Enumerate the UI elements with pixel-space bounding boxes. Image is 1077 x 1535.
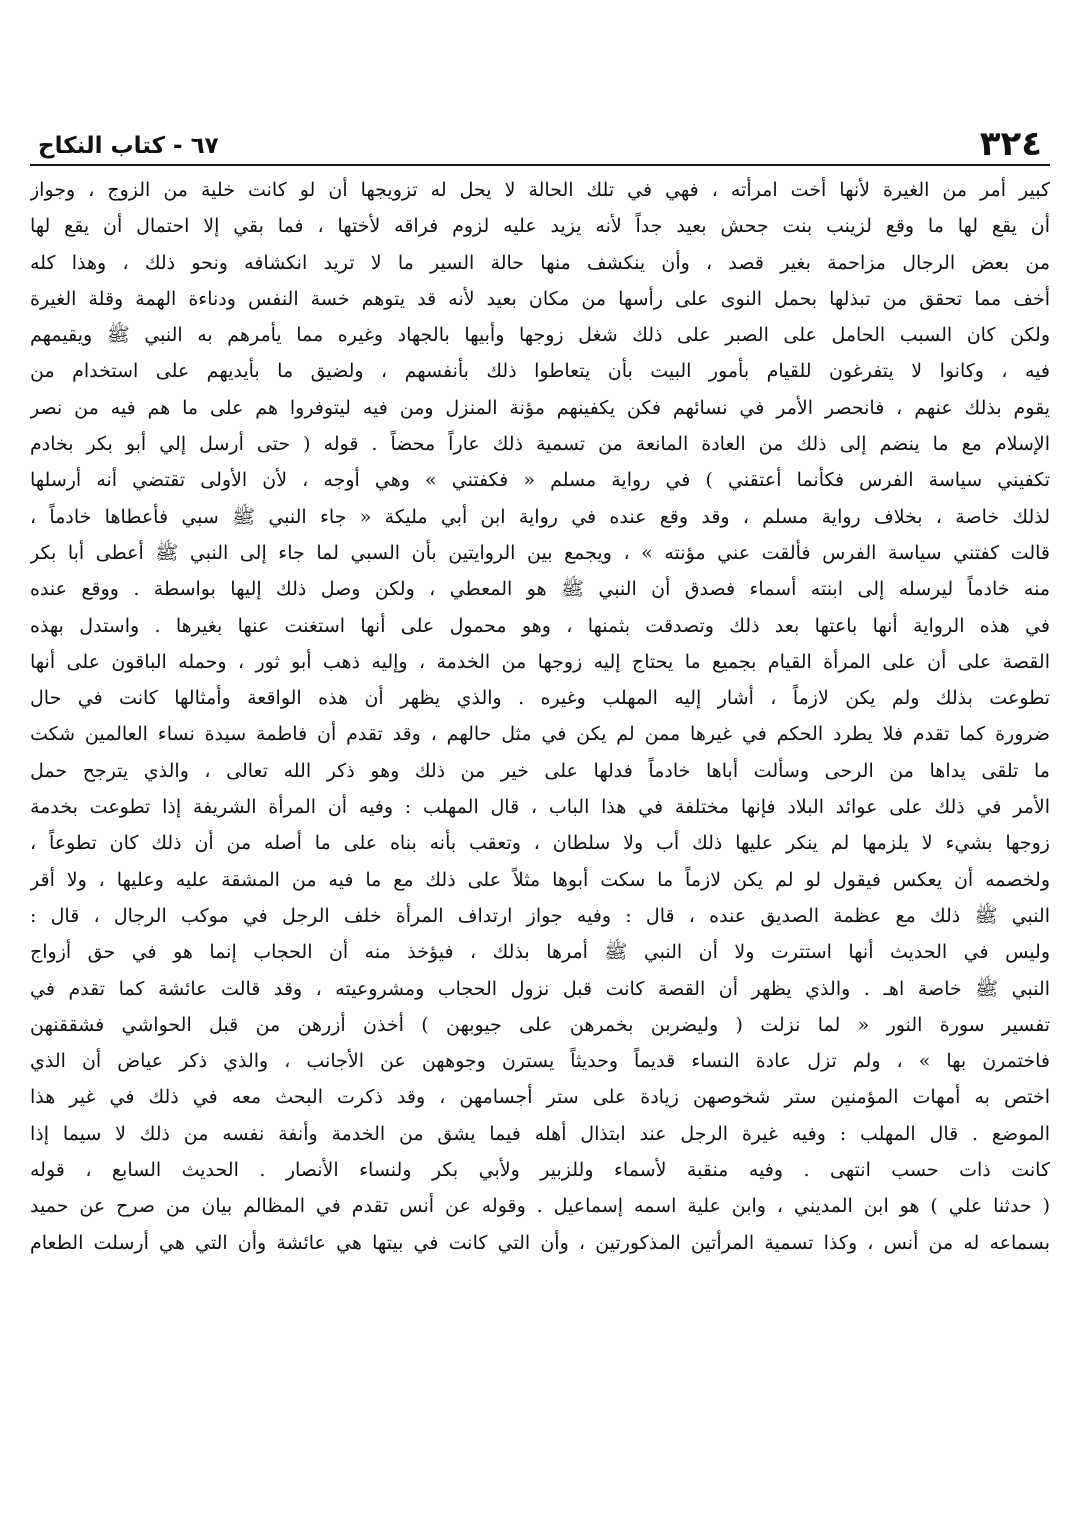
body-text [30, 172, 1050, 1261]
text-line: منه خادماً ليرسله إلى ابنته أسماء فصدق أن النبي ﷺ هو المعطي ، ولكن وصل ذلك إليها بواسطة . ووقع عنده [30, 578, 1050, 601]
book-page [30, 118, 1050, 1261]
text-line: ما تلقى يداها من الرحى وسألت أباها خادماً فدلها على خير من ذلك وهو ذكر الله تعالى ، والذي يترجح حمل [30, 759, 1050, 782]
text-line: كانت ذات حسب انتهى . وفيه منقبة لأسماء وللزبير ولأبي بكر ولنساء الأنصار . الحديث السابع ، قوله [30, 1159, 1050, 1182]
text-line: فاختمرن بها » ، ولم تزل عادة النساء قديماً وحديثاً يسترن وجوههن عن الأجانب ، والذي ذكر عياض أن الذي [30, 1050, 1050, 1073]
text-line: ( حدثنا علي ) هو ابن المديني ، وابن علية اسمه إسماعيل . وقوله عن أنس تقدم في المظالم بيان من صرح عن حميد [30, 1195, 1050, 1218]
text-line: تفسير سورة النور « لما نزلت ( وليضربن بخمرهن على جيوبهن ) أخذن أزرهن من قبل الحواشي فشققنهن [30, 1013, 1050, 1036]
text-line: أخف مما تحقق من تبذلها بحمل النوى على رأسها من مكان بعيد لأنه قد يتوهم خسة النفس ودناءة الهمة وقلة الغيرة [30, 287, 1050, 310]
text-line: قالت كفتني سياسة الفرس فألقت عني مؤنته » ، ويجمع بين الروايتين بأن السبي لما جاء إلى النبي ﷺ أعطى أبا بكر [30, 541, 1050, 564]
text-line: في هذه الرواية أنها باعتها بعد ذلك وتصدقت بثمنها ، وهو محمول على أنها استغنت عنها بغيرها . واستدل بهذه [30, 614, 1050, 637]
text-line: بسماعه له من أنس ، وكذا تسمية المرأتين المذكورتين ، وأن التي كانت في بيتها هي عائشة وأن التي هي أرسلت الطعام [30, 1231, 1050, 1254]
text-line: ولخصمه أن يعكس فيقول لو لم يكن لازماً ما سكت أبوها مثلاً على ذلك مع ما فيه من المشقة عليه وعليها ، ولا أقر [30, 868, 1050, 891]
text-line: اختص به أمهات المؤمنين ستر شخوصهن زيادة على ستر أجسامهن ، وقد ذكرت البحث معه في ذلك في غير هذا [30, 1086, 1050, 1109]
text-line: وليس في الحديث أنها استترت ولا أن النبي ﷺ أمرها بذلك ، فيؤخذ منه أن الحجاب إنما هو في حق أزواج [30, 941, 1050, 964]
text-line: تكفيني سياسة الفرس فكأنما أعتقني ) في رواية مسلم « فكفتني » وهي أوجه ، لأن الأولى تقتضي أنه أرسلها [30, 469, 1050, 492]
running-header [30, 118, 1050, 166]
text-line: الموضع . قال المهلب : وفيه غيرة الرجل عند ابتذال أهله فيما يشق من الخدمة وأنفة نفسه من ذلك لا سيما إذا [30, 1122, 1050, 1145]
text-line: ولكن كان السبب الحامل على الصبر على ذلك شغل زوجها وأبيها بالجهاد وغيره مما يأمرهم به النبي ﷺ ويقيمهم [30, 324, 1050, 347]
text-line: الأمر في ذلك على عوائد البلاد فإنها مختلفة في هذا الباب ، قال المهلب : وفيه أن المرأة الشريفة إذا تطوعت بخدمة [30, 796, 1050, 819]
text-line: تطوعت بذلك ولم يكن لازماً ، أشار إليه المهلب وغيره . والذي يظهر أن هذه الواقعة وأمثالها كانت في حال [30, 687, 1050, 710]
text-line: الإسلام مع ما ينضم إلى ذلك من العادة المانعة من تسمية ذلك عاراً محضاً . قوله ( حتى أرسل إلي أبو بكر بخادم [30, 433, 1050, 456]
text-line: كبير أمر من الغيرة لأنها أخت امرأته ، فهي في تلك الحالة لا يحل له تزويجها أن لو كانت خلية من الزوج ، وجواز [30, 179, 1050, 201]
text-line: القصة على أن على المرأة القيام بجميع ما يحتاج إليه زوجها من الخدمة ، وإليه ذهب أبو ثور ، وحمله الباقون على أنها [30, 650, 1050, 673]
text-line: فيه ، وكانوا لا يتفرغون للقيام بأمور البيت بأن يتعاطوا ذلك بأنفسهم ، ولضيق ما بأيديهم على استخدام من [30, 360, 1050, 383]
text-line: زوجها بشيء لا يلزمها لم ينكر عليها ذلك أب ولا سلطان ، وتعقب بأنه بناه على ما أصله من أن ذلك كان تطوعاً ، [30, 832, 1050, 855]
running-title: ٦٧ - كتاب النكاح [38, 133, 219, 159]
text-line: لذلك خاصة ، بخلاف رواية مسلم ، وقد وقع عنده في رواية ابن أبي مليكة « جاء النبي ﷺ سبي فأعطاها خادماً ، [30, 505, 1050, 528]
text-line: ضرورة كما تقدم فلا يطرد الحكم في غيرها ممن لم يكن في مثل حالهم ، وقد تقدم أن فاطمة سيدة نساء العالمين شكت [30, 723, 1050, 746]
page-number: ٣٢٤ [979, 124, 1042, 164]
text-line: النبي ﷺ ذلك مع عظمة الصديق عنده ، قال : وفيه جواز ارتداف المرأة خلف الرجل في موكب الرجال ، قال : [30, 904, 1050, 927]
text-line: أن يقع لها ما وقع لزينب بنت جحش بعيد جداً لأنه يزيد عليه لزوم فراقه لأختها ، فما بقي إلا احتمال أن يقع لها [30, 215, 1050, 238]
text-line: يقوم بذلك عنهم ، فانحصر الأمر في نسائهم فكن يكفينهم مؤنة المنزل ومن فيه ليتوفروا هم على ما هم فيه من نصر [30, 396, 1050, 419]
text-line: النبي ﷺ خاصة اهـ . والذي يظهر أن القصة كانت قبل نزول الحجاب ومشروعيته ، وقد قالت عائشة كما تقدم في [30, 977, 1050, 1000]
text-line: من بعض الرجال مزاحمة بغير قصد ، وأن ينكشف منها حالة السير ما لا تريد انكشافه ونحو ذلك ، وهذا كله [30, 251, 1050, 274]
